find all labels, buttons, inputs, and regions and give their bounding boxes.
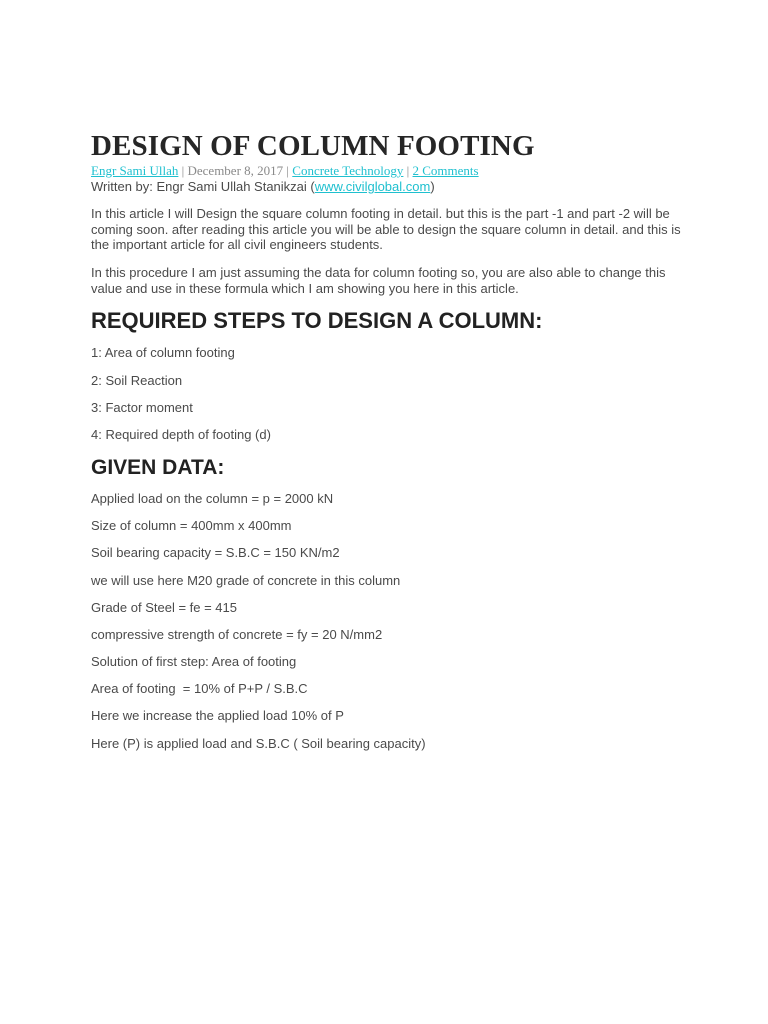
- list-item: Applied load on the column = p = 2000 kN: [91, 491, 334, 506]
- category-link[interactable]: Concrete Technology: [292, 163, 404, 178]
- website-link[interactable]: www.civilglobal.com: [314, 179, 431, 194]
- meta-separator: |: [283, 163, 293, 178]
- list-item: Area of footing = 10% of P+P / S.B.C: [91, 681, 308, 696]
- article-meta: [91, 163, 479, 179]
- comments-link[interactable]: 2 Comments: [412, 163, 479, 178]
- list-item: compressive strength of concrete = fy = 20 N/mm2: [91, 627, 383, 642]
- list-item: Size of column = 400mm x 400mm: [91, 518, 292, 533]
- list-item: we will use here M20 grade of concrete in this column: [91, 573, 401, 588]
- list-item: 1: Area of column footing: [91, 345, 235, 360]
- written-by-line: [91, 179, 435, 195]
- list-item: 2: Soil Reaction: [91, 373, 183, 388]
- intro-paragraph: In this article I will Design the square column footing in detail. but this is the part -1 and part -2 will be coming soon. after reading this article you will be able to design the square column in detail. and this is the important article for all civil engineers students.: [91, 206, 681, 252]
- given-data-heading: GIVEN DATA:: [91, 456, 225, 479]
- meta-separator: |: [403, 163, 413, 178]
- article-title: DESIGN OF COLUMN FOOTING: [91, 130, 535, 162]
- list-item: 3: Factor moment: [91, 400, 193, 415]
- meta-separator: |: [178, 163, 188, 178]
- written-by-suffix: ): [430, 179, 435, 194]
- list-item: Here we increase the applied load 10% of P: [91, 708, 344, 723]
- steps-heading: REQUIRED STEPS TO DESIGN A COLUMN:: [91, 308, 543, 333]
- list-item: Solution of first step: Area of footing: [91, 654, 297, 669]
- author-link[interactable]: Engr Sami Ullah: [91, 163, 179, 178]
- post-date: December 8, 2017: [187, 163, 284, 178]
- list-item: Here (P) is applied load and S.B.C ( Soil bearing capacity): [91, 736, 426, 751]
- list-item: Soil bearing capacity = S.B.C = 150 KN/m2: [91, 545, 340, 560]
- written-by-prefix: Written by: Engr Sami Ullah Stanikzai (: [91, 179, 315, 194]
- list-item: Grade of Steel = fe = 415: [91, 600, 237, 615]
- list-item: 4: Required depth of footing (d): [91, 427, 271, 442]
- procedure-paragraph: In this procedure I am just assuming the data for column footing so, you are also able to change this value and use in these formula which I am showing you here in this article.: [91, 265, 666, 296]
